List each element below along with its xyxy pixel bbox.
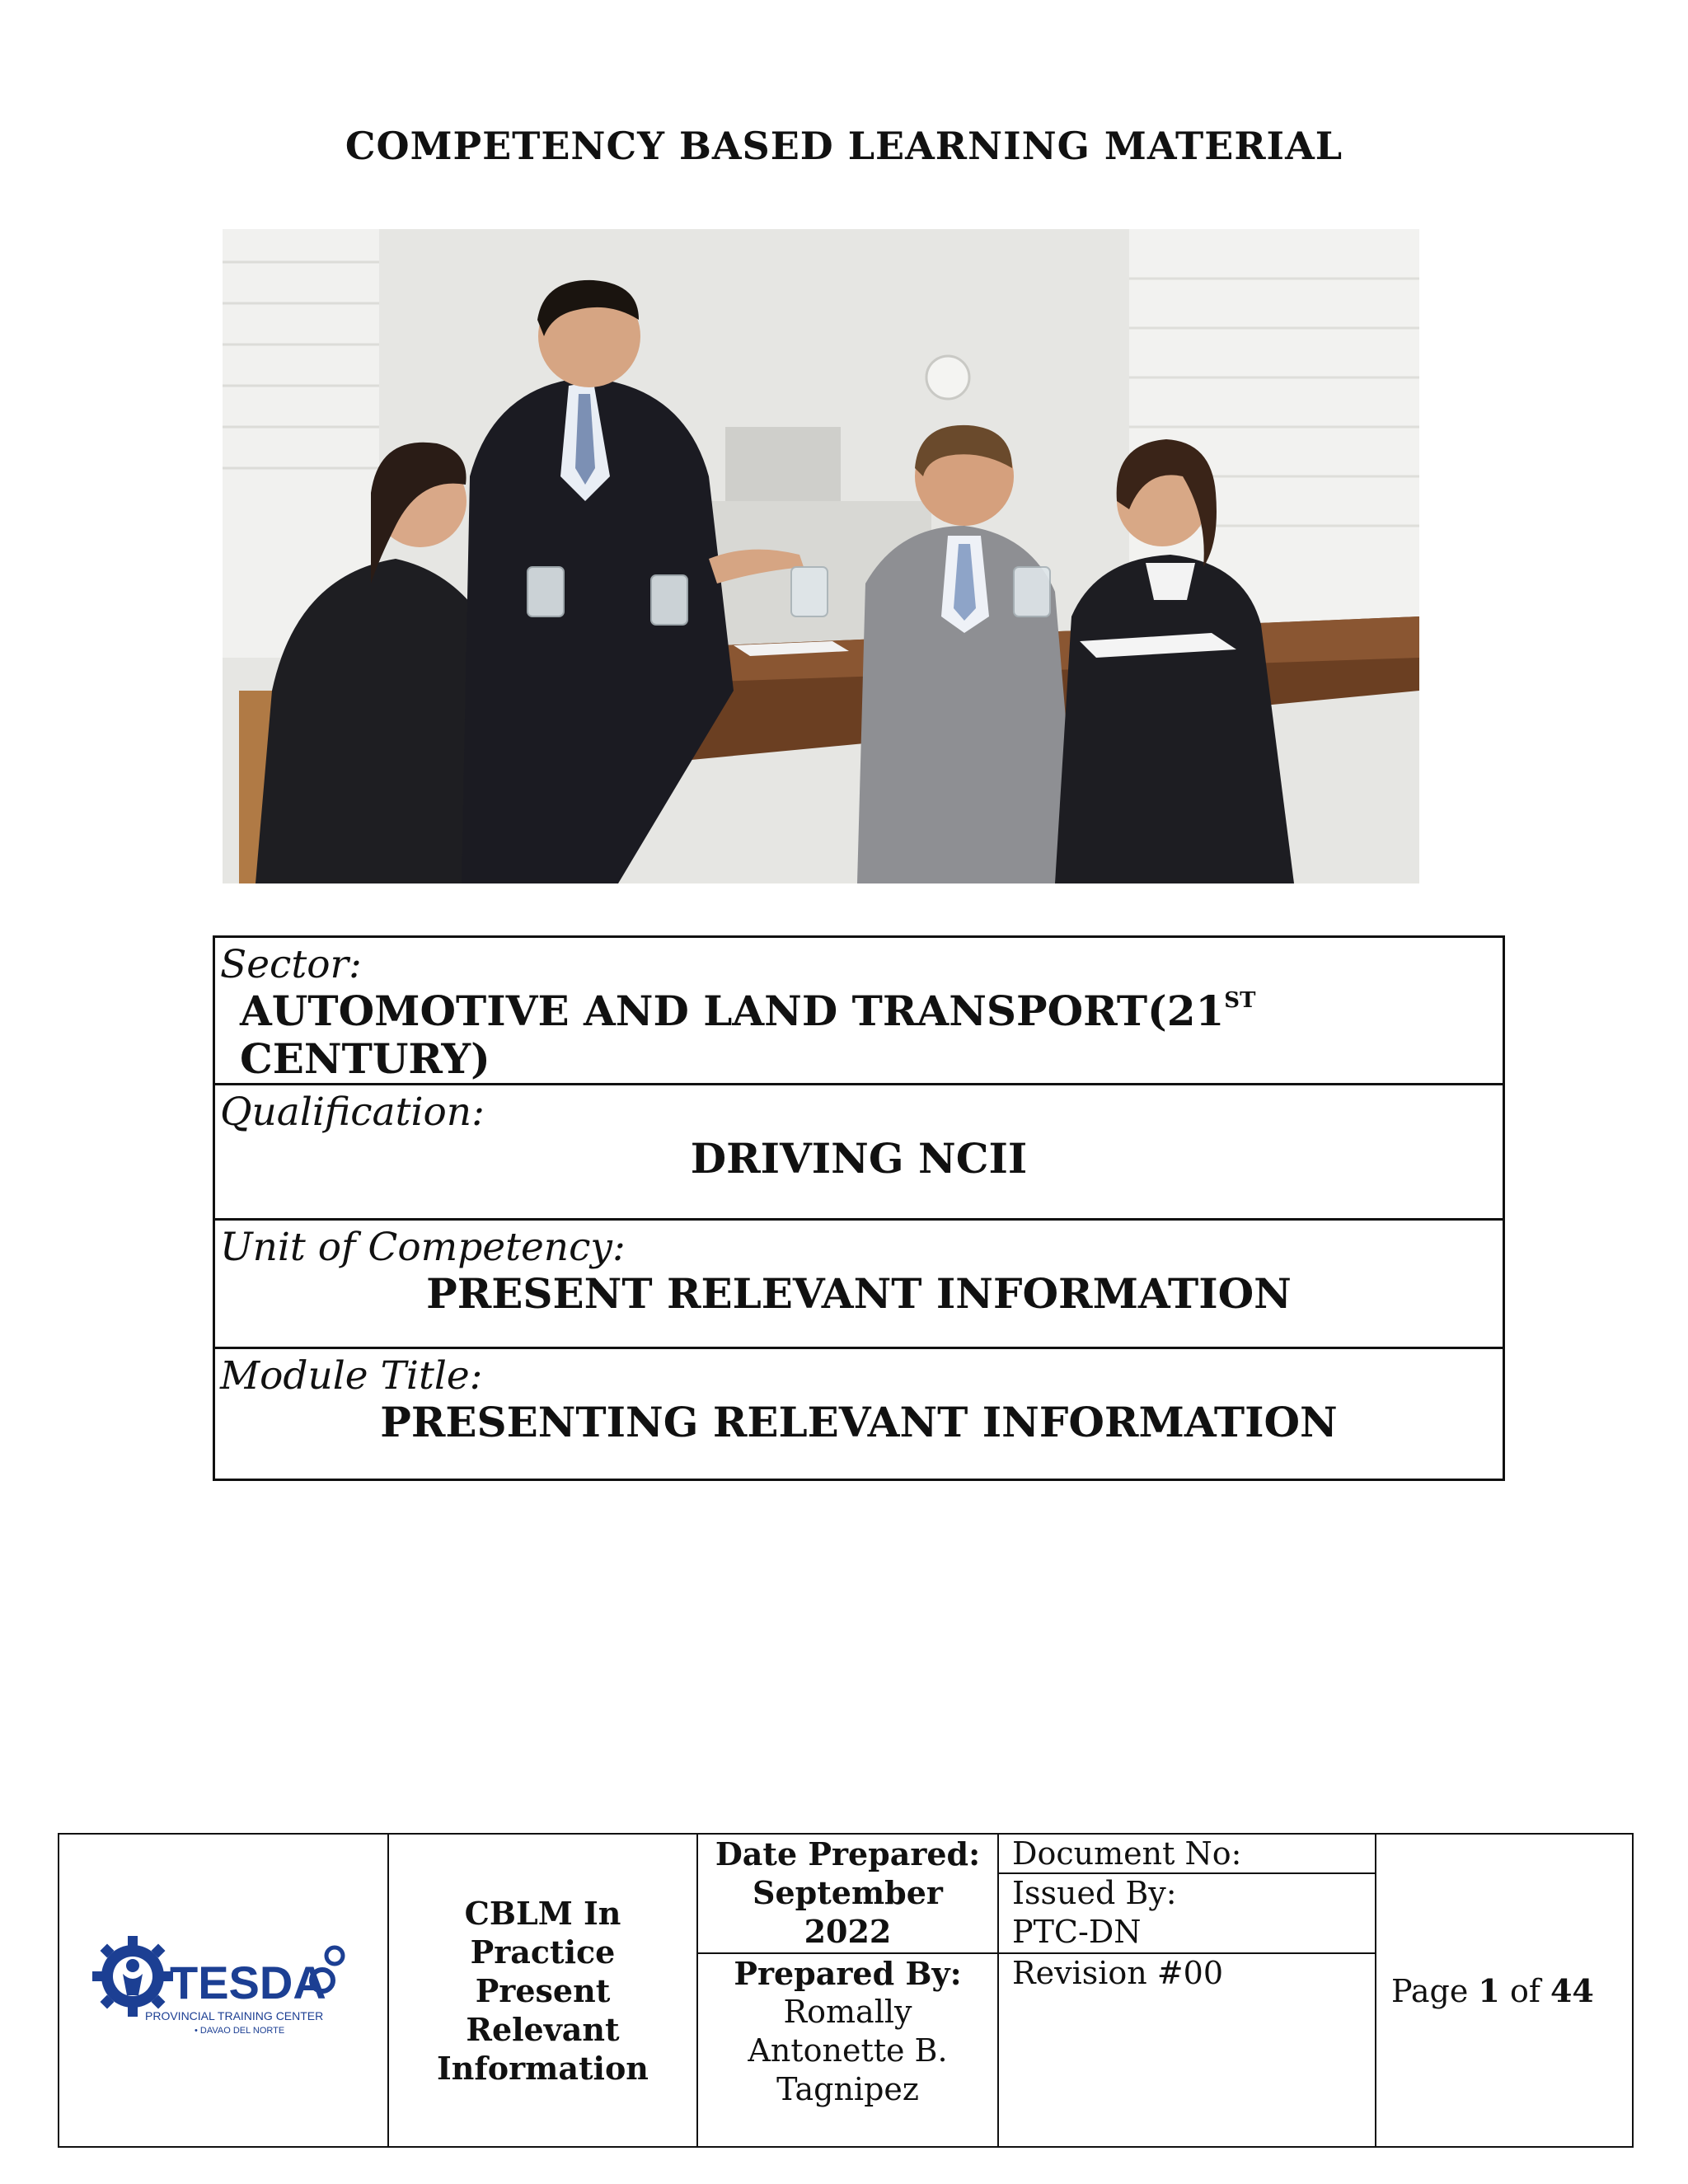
page-title: COMPETENCY BASED LEARNING MATERIAL xyxy=(345,124,1343,168)
module-title-value: PRESENTING RELEVANT INFORMATION xyxy=(380,1398,1338,1447)
issued-by-value: PTC-DN xyxy=(1012,1914,1142,1950)
cblm-line-3: Present xyxy=(475,1971,611,2009)
date-prepared-label: Date Prepared: xyxy=(715,1835,981,1872)
document-info-cell xyxy=(998,1834,1376,1953)
prepared-by-cell xyxy=(697,1953,998,2147)
prepared-by-value-3: Tagnipez xyxy=(776,2071,919,2107)
page-of: of xyxy=(1499,1972,1550,2009)
qualification-row xyxy=(215,1083,1503,1218)
cover-info-table xyxy=(213,935,1505,1481)
document-no-label: Document No: xyxy=(999,1835,1375,1874)
page-current: 1 xyxy=(1478,1971,1500,2009)
unit-of-competency-value: PRESENT RELEVANT INFORMATION xyxy=(426,1269,1292,1319)
sector-value xyxy=(215,987,1503,1082)
page-total: 44 xyxy=(1550,1971,1594,2009)
tesda-logo-subtext-1: PROVINCIAL TRAINING CENTER xyxy=(145,2009,324,2022)
sector-value-tail: CENTURY) xyxy=(240,1033,490,1083)
page-number-cell xyxy=(1376,1834,1633,2147)
cblm-title-cell xyxy=(388,1834,697,2147)
revision-cell xyxy=(998,1953,1376,2147)
sector-label: Sector: xyxy=(220,942,362,987)
date-prepared-value-2: 2022 xyxy=(804,1913,892,1950)
page-prefix: Page xyxy=(1391,1972,1479,2009)
unit-of-competency-label: Unit of Competency: xyxy=(220,1225,626,1270)
cblm-line-2: Practice xyxy=(470,1933,616,1971)
sector-row xyxy=(215,938,1503,1083)
tesda-logo-subtext-2: • DAVAO DEL NORTE xyxy=(195,2026,285,2036)
cover-photo-business-meeting xyxy=(223,229,1419,883)
prepared-by-value-2: Antonette B. xyxy=(748,2032,948,2069)
revision-value: Revision #00 xyxy=(1012,1955,1223,1991)
sector-value-main: AUTOMOTIVE AND LAND TRANSPORT(21 xyxy=(240,987,1225,1036)
qualification-value: DRIVING NCII xyxy=(690,1134,1028,1183)
cblm-line-1: CBLM In xyxy=(464,1894,621,1932)
cblm-line-5: Information xyxy=(437,2049,649,2087)
tesda-logo xyxy=(87,1931,359,2046)
prepared-by-value-1: Romally xyxy=(783,1994,912,2030)
date-prepared-cell xyxy=(697,1834,998,1953)
module-title-row xyxy=(215,1347,1503,1479)
document-footer-table xyxy=(58,1833,1634,2148)
sector-value-sup: ST xyxy=(1224,988,1256,1014)
tesda-logo-cell xyxy=(59,1834,388,2147)
module-title-label: Module Title: xyxy=(220,1353,483,1399)
prepared-by-label: Prepared By: xyxy=(734,1955,962,1992)
cblm-line-4: Relevant xyxy=(466,2010,620,2048)
unit-of-competency-row xyxy=(215,1218,1503,1347)
qualification-label: Qualification: xyxy=(220,1090,485,1135)
tesda-logo-text: TESDA xyxy=(170,1957,326,2008)
issued-by-label: Issued By: xyxy=(1012,1875,1177,1911)
date-prepared-value-1: September xyxy=(753,1874,943,1911)
